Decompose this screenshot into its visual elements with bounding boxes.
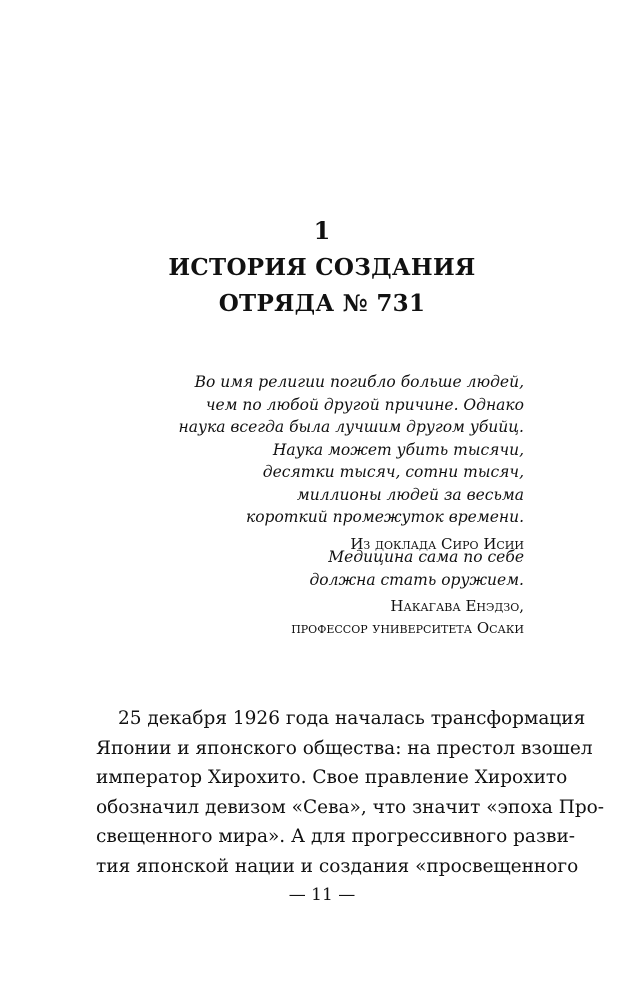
page-number: — 11 — <box>288 885 356 905</box>
epigraph-quote-line: наука всегда была лучшим другом убийц. <box>178 418 524 436</box>
body-line: тия японской нации и создания «просвещенного <box>96 855 579 877</box>
chapter-number: 1 <box>313 216 331 245</box>
body-paragraph <box>96 704 605 881</box>
epigraph-attribution: профессор университета Осаки <box>291 619 524 637</box>
epigraph-attribution: Из доклада Сиро Исии <box>350 534 524 553</box>
chapter-title-line-2: ОТРЯДА № 731 <box>218 290 426 317</box>
epigraph-2 <box>164 546 524 639</box>
epigraph-quote-line: должна стать оружием. <box>309 570 524 589</box>
epigraph-quote-line: Медицина сама по себе <box>328 548 524 566</box>
body-line: обозначил девизом «Сева», что значит «эпоха Про- <box>96 796 605 818</box>
epigraph-quote-line: чем по любой другой причине. Однако <box>205 395 524 414</box>
body-line: Японии и японского общества: на престол взошел <box>96 737 593 759</box>
epigraph-attribution: Накагава Енэдзо, <box>390 597 524 615</box>
epigraph-quote-line: десятки тысяч, сотни тысяч, <box>262 463 524 481</box>
body-line: свещенного мира». А для прогрессивного разви- <box>96 826 576 847</box>
epigraph-quote-line: короткий промежуток времени. <box>245 508 524 526</box>
epigraph-quote-line: Во имя религии погибло больше людей, <box>194 373 524 391</box>
chapter-title <box>0 250 644 322</box>
body-line: император Хирохито. Свое правление Хирохито <box>96 767 568 788</box>
body-line: 25 декабря 1926 года началась трансформация <box>118 708 586 729</box>
epigraph-quote-line: миллионы людей за весьма <box>296 485 524 504</box>
chapter-title-line-1: ИСТОРИЯ СОЗДАНИЯ <box>168 254 476 281</box>
epigraph-1 <box>164 371 524 555</box>
epigraph-quote-line: Наука может убить тысячи, <box>272 440 524 459</box>
